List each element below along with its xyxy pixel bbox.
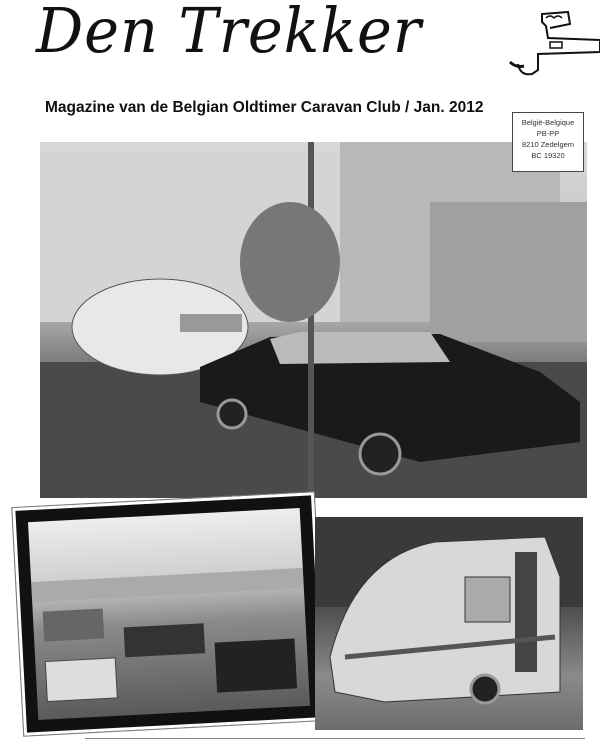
caravan-hitch-icon xyxy=(480,4,600,80)
postage-line: België-Belgique xyxy=(521,118,575,127)
bottom-rule xyxy=(85,738,585,739)
campsite-photo xyxy=(12,492,326,735)
magazine-subtitle: Magazine van de Belgian Oldtimer Caravan Club / Jan. 2012 xyxy=(45,99,484,116)
vintage-caravan-photo xyxy=(315,517,583,730)
postage-line: PB-PP xyxy=(536,129,560,138)
postage-line: 8210 Zedelgem xyxy=(521,140,575,149)
postage-box xyxy=(512,112,584,172)
postage-line: BC 19320 xyxy=(531,151,565,160)
main-photo-caravan-and-car xyxy=(40,142,587,498)
magazine-title: Den Trekker xyxy=(36,0,422,67)
